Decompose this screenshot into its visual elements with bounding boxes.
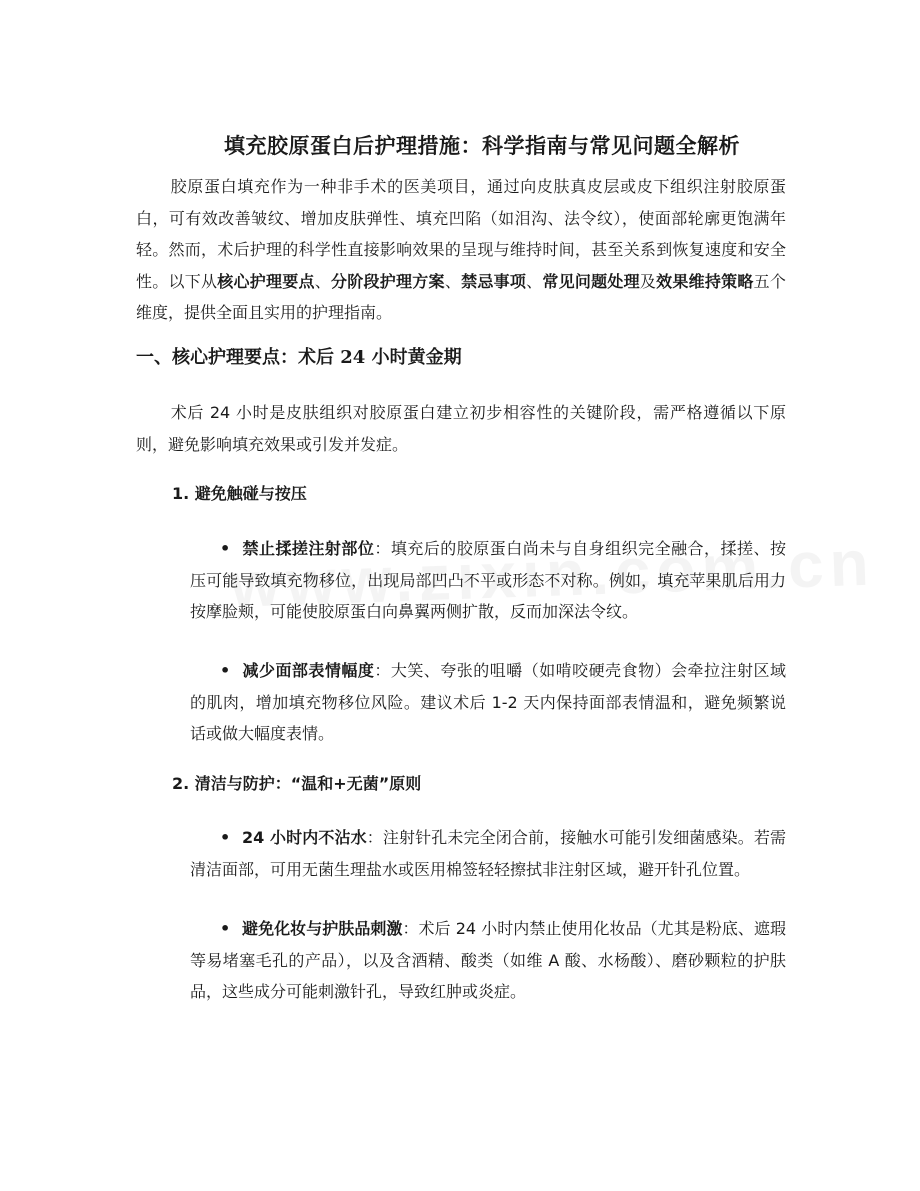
- list-item: [190, 913, 786, 1008]
- intro-bold-2: 分阶段护理方案: [331, 271, 445, 291]
- separator: 、: [444, 271, 462, 291]
- separator: 及: [639, 271, 657, 291]
- bullet-icon: •: [220, 828, 231, 847]
- list-item-text: ：术后 24 小时内禁止使用化妆品（尤其是粉底、遮瑕等易堵塞毛孔的产品），以及含酒精、酸类（如维 A 酸、水杨酸）、磨砂颗粒的护肤品，这些成分可能刺激针孔，导致红肿或炎症。: [190, 919, 786, 1001]
- list-item-text: ：注射针孔未完全闭合前，接触水可能引发细菌感染。若需清洁面部，可用无菌生理盐水或医用棉签轻轻擦拭非注射区域，避开针孔位置。: [190, 828, 786, 879]
- intro-text-end: 五个维度，提供全面且实用的护理指南。: [136, 271, 786, 322]
- list-item-text: ：填充后的胶原蛋白尚未与自身组织完全融合，揉搓、按压可能导致填充物移位，出现局部凹凸不平或形态不对称。例如，填充苹果肌后用力按摩脸颊，可能使胶原蛋白向鼻翼两侧扩散，反而加深法令纹。: [190, 539, 786, 621]
- intro-bold-3: 禁忌事项: [461, 271, 527, 291]
- page-title: 填充胶原蛋白后护理措施：科学指南与常见问题全解析: [224, 134, 740, 159]
- intro-text: 胶原蛋白填充作为一种非手术的医美项目，通过向皮肤真皮层或皮下组织注射胶原蛋白，可有效改善皱纹、增加皮肤弹性、填充凹陷（如泪沟、法令纹），使面部轮廓更饱满年轻。然而，术后护理的科学性直接影响效果的呈现与维持时间，甚至关系到恢复速度和安全性。以下从: [136, 177, 786, 291]
- subheading-1: 1. 避免触碰与按压: [172, 484, 307, 503]
- list-item-text: ：大笑、夸张的咀嚼（如啃咬硬壳食物）会牵拉注射区域的肌肉，增加填充物移位风险。建议术后 1-2 天内保持面部表情温和，避免频繁说话或做大幅度表情。: [190, 661, 786, 743]
- list-item-bold: 避免化妆与护肤品刺激: [242, 919, 403, 938]
- list-item-bold: 禁止揉搓注射部位: [242, 539, 375, 558]
- section-heading-1: 一、核心护理要点：术后 24 小时黄金期: [136, 347, 462, 368]
- intro-paragraph: [136, 171, 786, 329]
- bullet-icon: •: [220, 661, 231, 680]
- intro-bold-5: 效果维持策略: [656, 271, 754, 291]
- bullet-icon: •: [220, 539, 231, 558]
- list-item-bold: 减少面部表情幅度: [242, 661, 375, 680]
- intro-bold-1: 核心护理要点: [217, 271, 315, 291]
- intro-bold-4: 常见问题处理: [542, 271, 640, 291]
- separator: 、: [526, 271, 543, 291]
- list-item: [190, 533, 786, 628]
- bullet-icon: •: [220, 919, 231, 938]
- section1-paragraph: [136, 397, 786, 460]
- list-item-bold: 24 小时内不沾水: [242, 828, 367, 847]
- section1-text: 术后 24 小时是皮肤组织对胶原蛋白建立初步相容性的关键阶段，需严格遵循以下原则，避免影响填充效果或引发并发症。: [136, 403, 786, 454]
- list-item: [190, 655, 786, 750]
- separator: 、: [314, 271, 332, 291]
- subheading-2: 2. 清洁与防护：“温和+无菌”原则: [172, 774, 422, 793]
- list-item: [190, 822, 786, 885]
